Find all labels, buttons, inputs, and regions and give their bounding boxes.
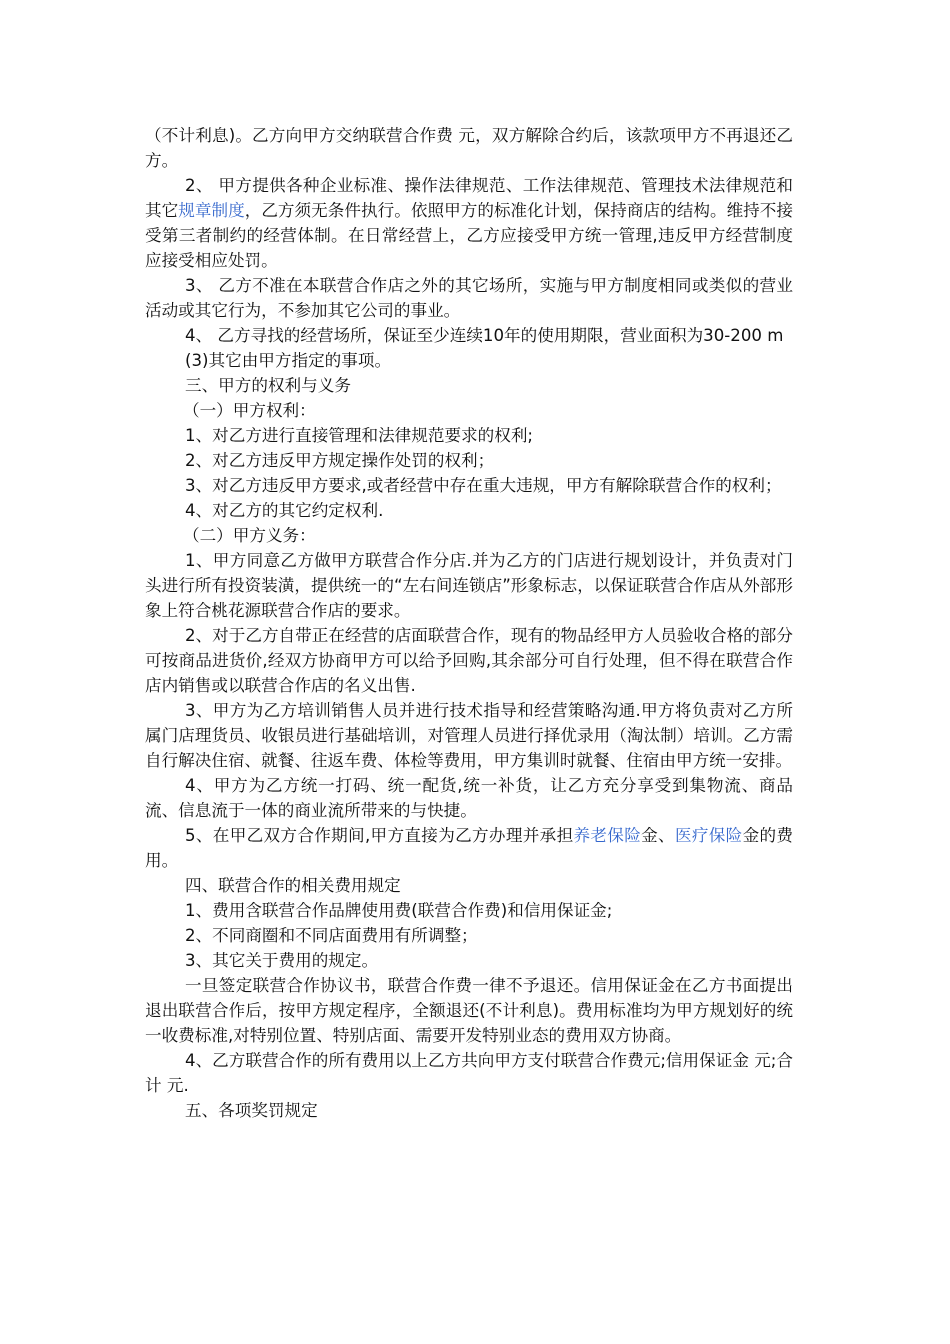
paragraph: 1、费用含联营合作品牌使用费(联营合作费)和信用保证金; (185, 901, 613, 920)
paragraph: 4、 乙方寻找的经营场所，保证至少连续10年的使用期限，营业面积为30-200 m (185, 326, 784, 345)
paragraph: 3、其它关于费用的规定。 (185, 951, 379, 970)
text-run: 金、 (641, 826, 675, 845)
paragraph: 三、甲方的权利与义务 (185, 376, 351, 395)
paragraph: （一）甲方权利： (183, 401, 316, 420)
paragraph: 3、甲方为乙方培训销售人员并进行技术指导和经营策略沟通.甲方将负责对乙方所属门店理货员、收银员进行基础培训，对管理人员进行择优录用（淘汰制）培训。乙方需自行解决住宿、就餐、往返车费、体检等费用，甲方集训时就餐、住宿由甲方统一安排。 (145, 701, 793, 770)
paragraph: 3、对乙方违反甲方要求,或者经营中存在重大违规，甲方有解除联营合作的权利； (185, 476, 782, 495)
paragraph (145, 823, 793, 873)
paragraph (145, 173, 793, 273)
paragraph: (3)其它由甲方指定的事项。 (185, 351, 392, 370)
paragraph: （不计利息)。乙方向甲方交纳联营合作费 元，双方解除合约后，该款项甲方不再退还乙方。 (145, 126, 793, 170)
inline-link[interactable]: 养老保险 (573, 826, 642, 845)
paragraph: 一旦签定联营合作协议书，联营合作费一律不予退还。信用保证金在乙方书面提出退出联营合作后，按甲方规定程序，全额退还(不计利息)。费用标准均为甲方规划好的统一收费标准,对特别位置、特别店面、需要开发特别业态的费用双方协商。 (145, 976, 793, 1045)
text-run: ，乙方须无条件执行。依照甲方的标准化计划，保持商店的结构。维持不接受第三者制约的经营体制。在日常经营上，乙方应接受甲方统一管理,违反甲方经营制度应接受相应处罚。 (145, 201, 794, 270)
text-run: 5、在甲乙双方合作期间,甲方直接为乙方办理并承担 (185, 826, 574, 845)
document-body (145, 123, 793, 1123)
paragraph: 四、联营合作的相关费用规定 (185, 876, 401, 895)
paragraph: 2、不同商圈和不同店面费用有所调整； (185, 926, 478, 945)
paragraph: 4、乙方联营合作的所有费用以上乙方共向甲方支付联营合作费元;信用保证金 元;合计 元. (145, 1051, 793, 1095)
paragraph: 4、甲方为乙方统一打码、统一配货,统一补货，让乙方充分享受到集物流、商品流、信息流于一体的商业流所带来的与快捷。 (145, 776, 793, 820)
paragraph: 2、对乙方违反甲方规定操作处罚的权利； (185, 451, 495, 470)
inline-link[interactable]: 医疗保险 (674, 826, 743, 845)
paragraph: 五、各项奖罚规定 (185, 1101, 318, 1120)
text-run: 金的费用。 (145, 826, 794, 870)
paragraph: 1、甲方同意乙方做甲方联营合作分店.并为乙方的门店进行规划设计，并负责对门头进行所有投资装潢，提供统一的“左右间连锁店”形象标志，以保证联营合作店从外部形象上符合桃花源联营合作店的要求。 (145, 551, 793, 620)
text-run: 2、 甲方提供各种企业标准、操作法律规范、工作法律规范、管理技术法律规范和其它 (145, 176, 793, 220)
inline-link[interactable]: 规章制度 (178, 201, 245, 220)
paragraph: 1、对乙方进行直接管理和法律规范要求的权利; (185, 426, 534, 445)
paragraph: 3、 乙方不准在本联营合作店之外的其它场所，实施与甲方制度相同或类似的营业活动或其它行为，不参加其它公司的事业。 (145, 276, 793, 320)
paragraph: （二）甲方义务： (183, 526, 316, 545)
paragraph: 4、对乙方的其它约定权利. (185, 501, 384, 520)
paragraph: 2、对于乙方自带正在经营的店面联营合作，现有的物品经甲方人员验收合格的部分可按商品进货价,经双方协商甲方可以给予回购,其余部分可自行处理，但不得在联营合作店内销售或以联营合作店的名义出售. (145, 626, 793, 695)
